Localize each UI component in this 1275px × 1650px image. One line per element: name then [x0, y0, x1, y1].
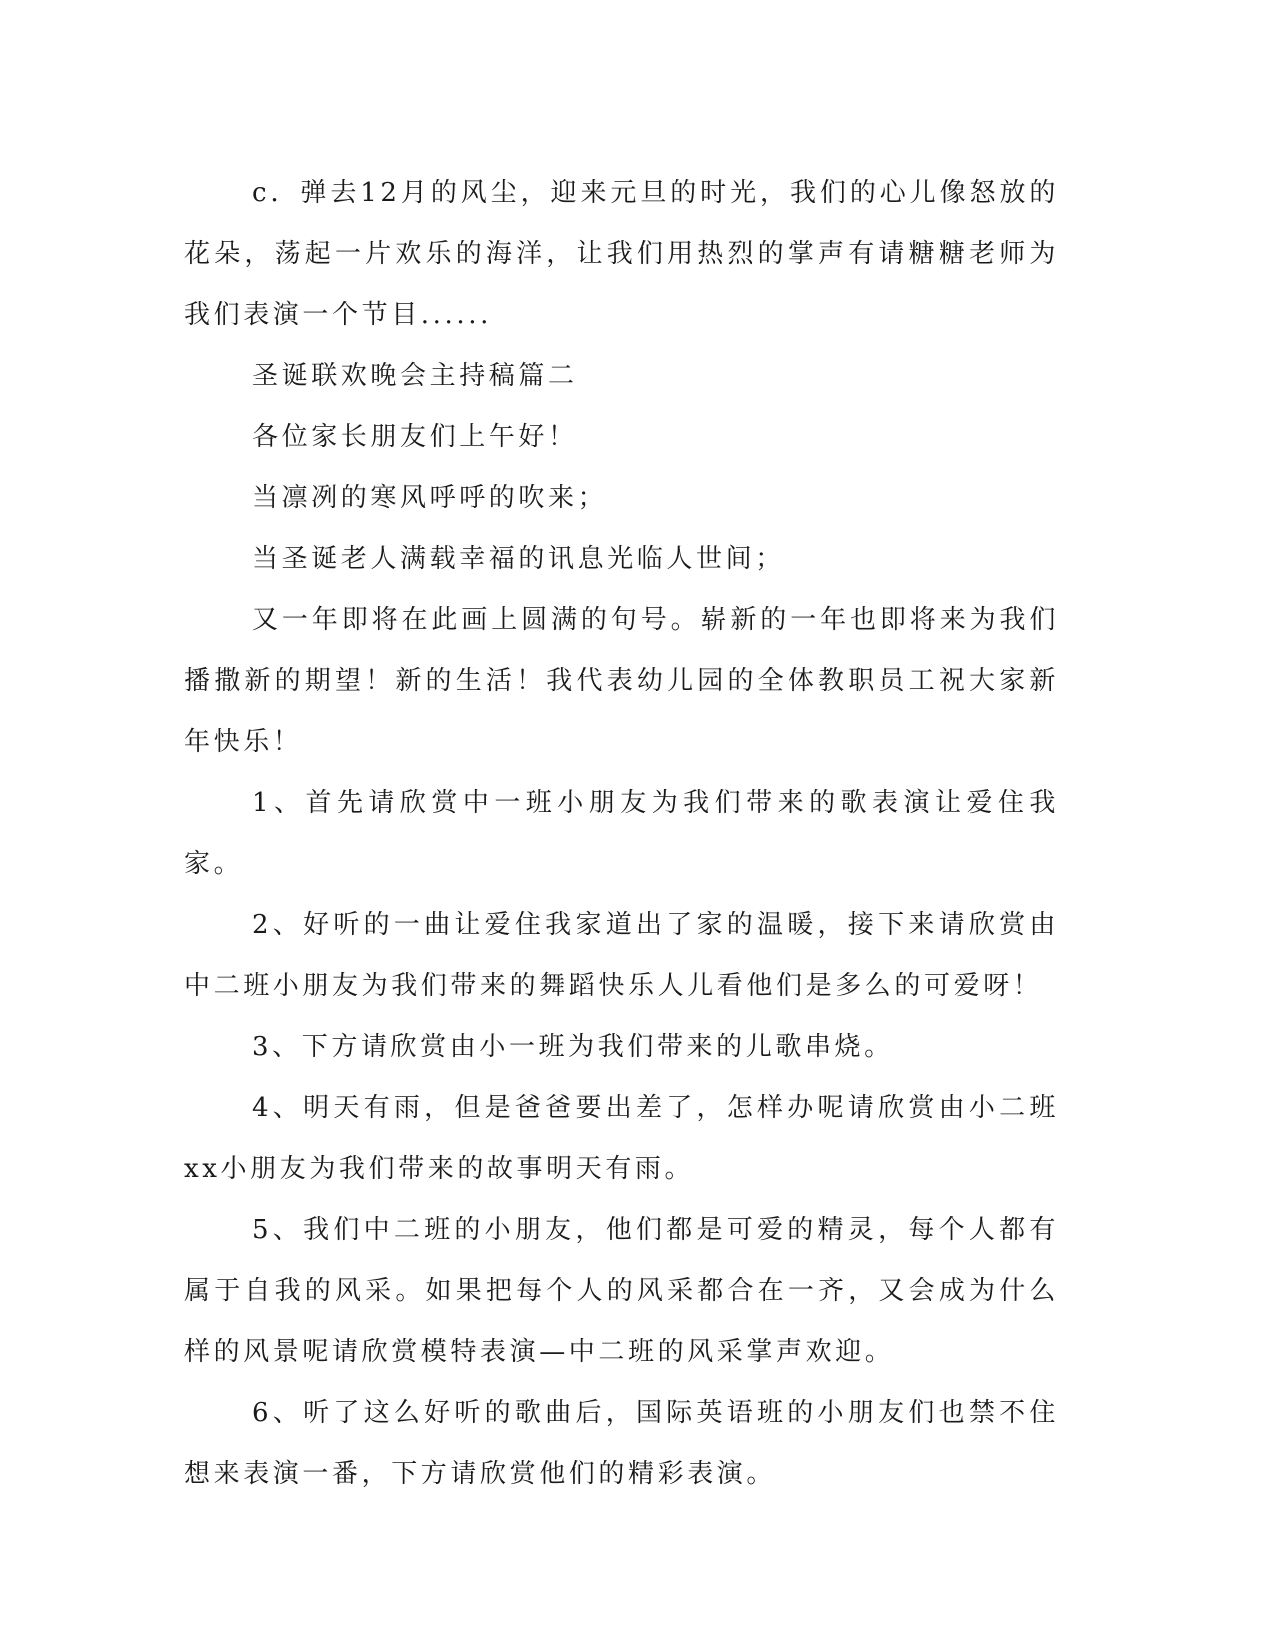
program-item-6: 6、听了这么好听的歌曲后，国际英语班的小朋友们也禁不住想来表演一番，下方请欣赏他们的精彩表演。 [184, 1398, 1059, 1489]
document-body [184, 163, 1059, 1505]
section-heading: 圣诞联欢晚会主持稿篇二 [252, 361, 578, 391]
program-item-3: 3、下方请欣赏由小一班为我们带来的儿歌串烧。 [252, 1032, 894, 1062]
paragraph-santa: 当圣诞老人满载幸福的讯息光临人世间； [252, 544, 785, 574]
program-item-5: 5、我们中二班的小朋友，他们都是可爱的精灵，每个人都有属于自我的风采。如果把每个人的风采都合在一齐，又会成为什么样的风景呢请欣赏模特表演—中二班的风采掌声欢迎。 [184, 1215, 1059, 1367]
greeting: 各位家长朋友们上午好！ [252, 422, 578, 452]
paragraph-intro-c: c．弹去12月的风尘，迎来元旦的时光，我们的心儿像怒放的花朵，荡起一片欢乐的海洋，让我们用热烈的掌声有请糖糖老师为我们表演一个节目...... [184, 178, 1059, 330]
program-item-2: 2、好听的一曲让爱住我家道出了家的温暖，接下来请欣赏由中二班小朋友为我们带来的舞蹈快乐人儿看他们是多么的可爱呀！ [184, 910, 1059, 1001]
program-item-1: 1、首先请欣赏中一班小朋友为我们带来的歌表演让爱住我家。 [184, 788, 1059, 879]
paragraph-new-year: 又一年即将在此画上圆满的句号。崭新的一年也即将来为我们播撒新的期望！新的生活！我代表幼儿园的全体教职员工祝大家新年快乐！ [184, 605, 1059, 757]
program-item-4: 4、明天有雨，但是爸爸要出差了，怎样办呢请欣赏由小二班xx小朋友为我们带来的故事明天有雨。 [184, 1093, 1059, 1184]
paragraph-cold-wind: 当凛冽的寒风呼呼的吹来； [252, 483, 608, 513]
